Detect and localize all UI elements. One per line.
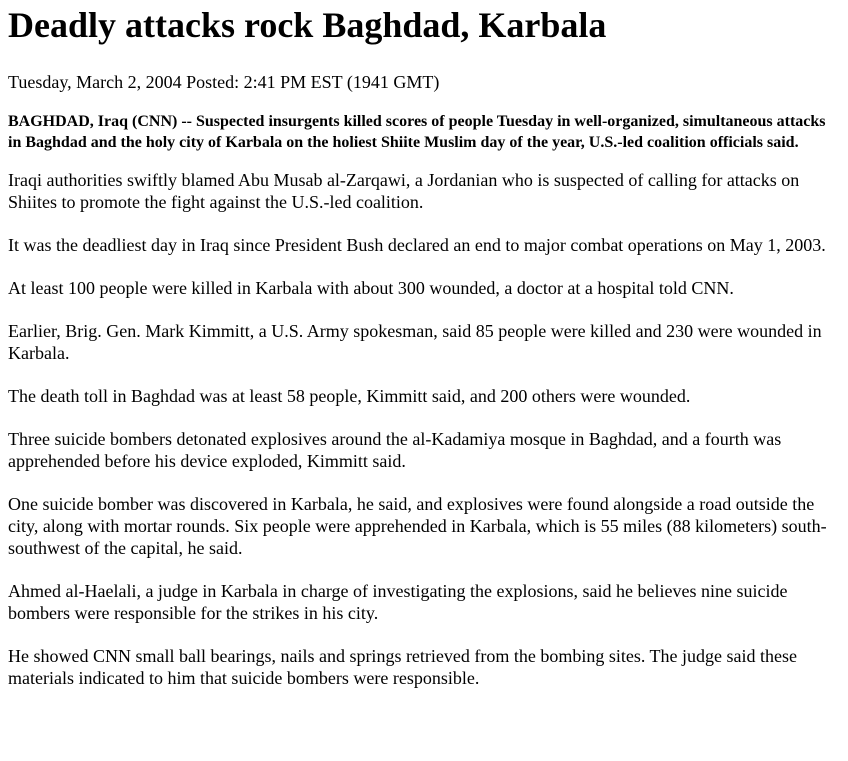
body-paragraph: One suicide bomber was discovered in Karbala, he said, and explosives were found alongside a road outside the city, along with mortar rounds. Six people were apprehended in Karbala, which is 55 miles (88 kilometers) south-southwest of the capital, he said. (8, 494, 827, 558)
body-paragraph: Three suicide bombers detonated explosives around the al-Kadamiya mosque in Baghdad, and a fourth was apprehended before his device exploded, Kimmitt said. (8, 429, 782, 471)
body-paragraph: It was the deadliest day in Iraq since President Bush declared an end to major combat operations on May 1, 2003. (8, 235, 826, 255)
article (0, 4, 848, 689)
body-paragraph: He showed CNN small ball bearings, nails and springs retrieved from the bombing sites. The judge said these materials indicated to him that suicide bombers were responsible. (8, 646, 798, 688)
body-paragraph: Iraqi authorities swiftly blamed Abu Musab al-Zarqawi, a Jordanian who is suspected of calling for attacks on Shiites to promote the fight against the U.S.-led coalition. (8, 170, 800, 212)
dateline: Tuesday, March 2, 2004 Posted: 2:41 PM EST (1941 GMT) (8, 72, 440, 92)
body-paragraph: Earlier, Brig. Gen. Mark Kimmitt, a U.S. Army spokesman, said 85 people were killed and 230 were wounded in Karbala. (8, 321, 822, 363)
body-paragraph: At least 100 people were killed in Karbala with about 300 wounded, a doctor at a hospital told CNN. (8, 278, 734, 298)
body-paragraph: Ahmed al-Haelali, a judge in Karbala in charge of investigating the explosions, said he believes nine suicide bombers were responsible for the strikes in his city. (8, 581, 788, 623)
body-paragraph: The death toll in Baghdad was at least 58 people, Kimmitt said, and 200 others were wounded. (8, 386, 691, 406)
headline: Deadly attacks rock Baghdad, Karbala (8, 5, 607, 45)
lede-paragraph: BAGHDAD, Iraq (CNN) -- Suspected insurgents killed scores of people Tuesday in well-organized, simultaneous attacks in Baghdad and the holy city of Karbala on the holiest Shiite Muslim day of the year, U.S.-led coalition officials said. (8, 113, 826, 151)
